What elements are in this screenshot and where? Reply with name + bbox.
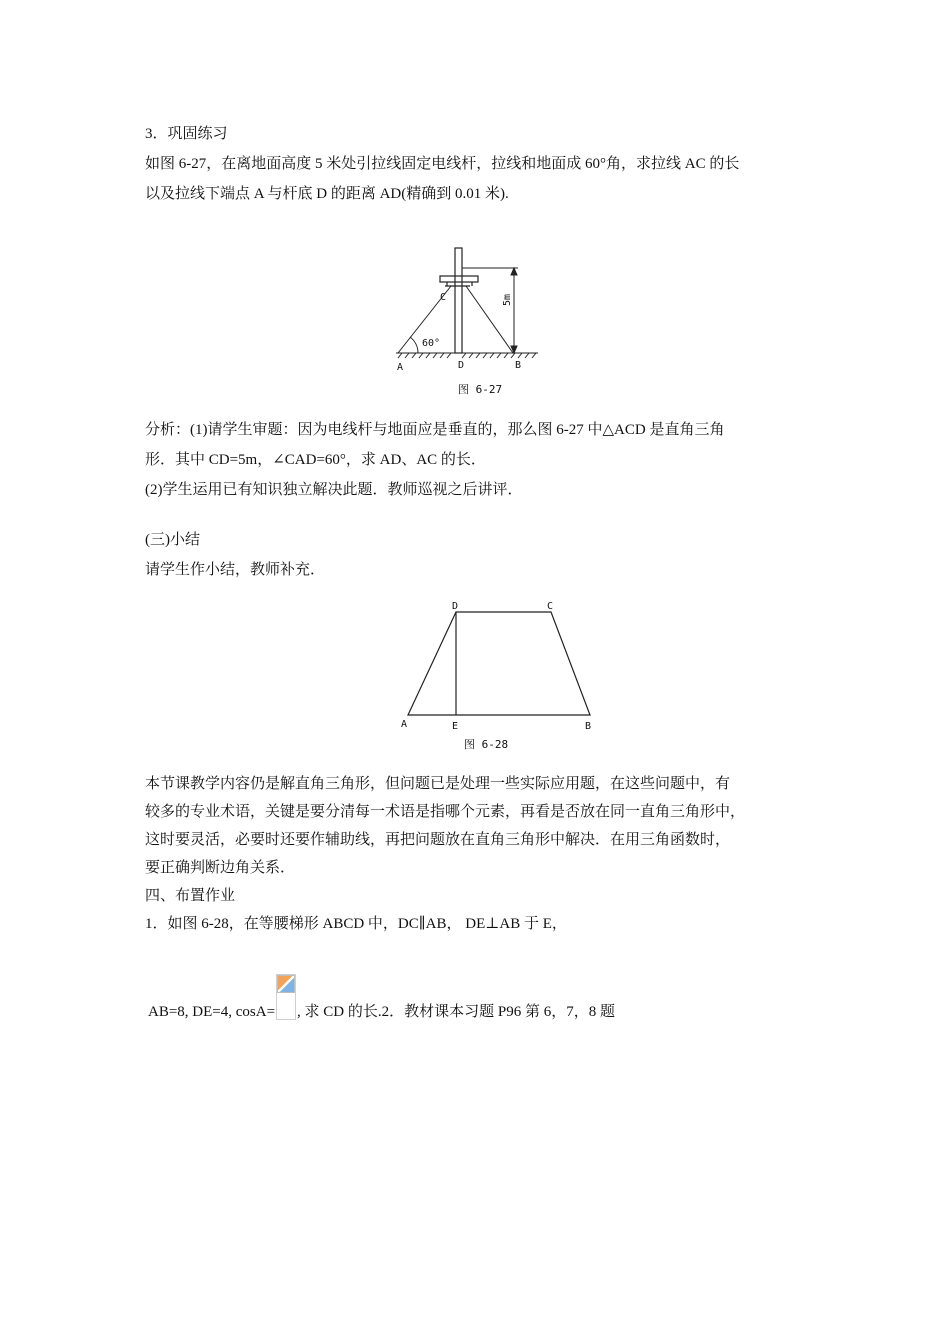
homework-item-continued [148, 974, 828, 1022]
label-a: A [401, 719, 408, 730]
homework-item: 1．如图 6-28，在等腰梯形 ABCD 中，DC∥AB， DE⊥AB 于 E， [145, 916, 567, 932]
height-dimension [462, 268, 518, 353]
label-d: D [458, 360, 465, 371]
ground-hatching [396, 353, 538, 358]
label-5m: 5m [502, 293, 513, 306]
formula-text: , 求 CD 的长.2．教材课本习题 P96 第 6，7，8 题 [297, 1004, 615, 1020]
figure-caption: 图 6-27 [458, 383, 503, 396]
label-e: E [452, 721, 459, 732]
paragraph-line: 本节课教学内容仍是解直角三角形，但问题已是处理一些实际应用题，在这些问题中，有 [145, 776, 731, 792]
paragraph-line: 这时要灵活，必要时还要作辅助线，再把问题放在直角三角形中解决．在用三角函数时， [145, 832, 731, 848]
label-a: A [397, 362, 404, 373]
paragraph-line: 要正确判断边角关系． [145, 860, 296, 876]
summary-heading: (三)小结 [145, 532, 200, 548]
broken-image-icon [276, 974, 296, 1020]
problem-text-line: 如图 6-27，在离地面高度 5 米处引拉线固定电线杆，拉线和地面成 60°角，求拉线 AC 的长 [145, 156, 740, 172]
problem-text-line: 以及拉线下端点 A 与杆底 D 的距离 AD(精确到 0.01 米). [145, 186, 509, 202]
image-placeholder-icon [277, 975, 295, 993]
formula-text: AB=8, DE=4, cosA= [148, 1004, 276, 1020]
homework-heading: 四、布置作业 [145, 888, 236, 904]
figure-6-27 [388, 244, 548, 404]
analysis-line: 形．其中 CD=5m，∠CAD=60°，求 AD、AC 的长． [145, 452, 486, 468]
figure-6-28 [395, 596, 605, 756]
label-c: C [440, 292, 447, 303]
label-c: C [547, 601, 554, 612]
label-d: D [452, 601, 459, 612]
trapezoid [408, 612, 590, 715]
summary-text: 请学生作小结，教师补充． [145, 562, 326, 578]
analysis-line: 分析：(1)请学生审题：因为电线杆与地面应是垂直的，那么图 6-27 中△ACD 是直角三角 [145, 422, 725, 438]
label-b: B [515, 360, 522, 371]
analysis-line: (2)学生运用已有知识独立解决此题．教师巡视之后讲评． [145, 482, 523, 498]
section-heading: 3．巩固练习 [145, 126, 228, 142]
label-60: 60° [422, 338, 441, 349]
figure-caption: 图 6-28 [464, 738, 509, 751]
angle-arc [410, 337, 418, 353]
paragraph-line: 较多的专业术语，关键是要分清每一术语是指哪个元素，再看是否放在同一直角三角形中， [145, 804, 746, 820]
label-b: B [585, 721, 592, 732]
